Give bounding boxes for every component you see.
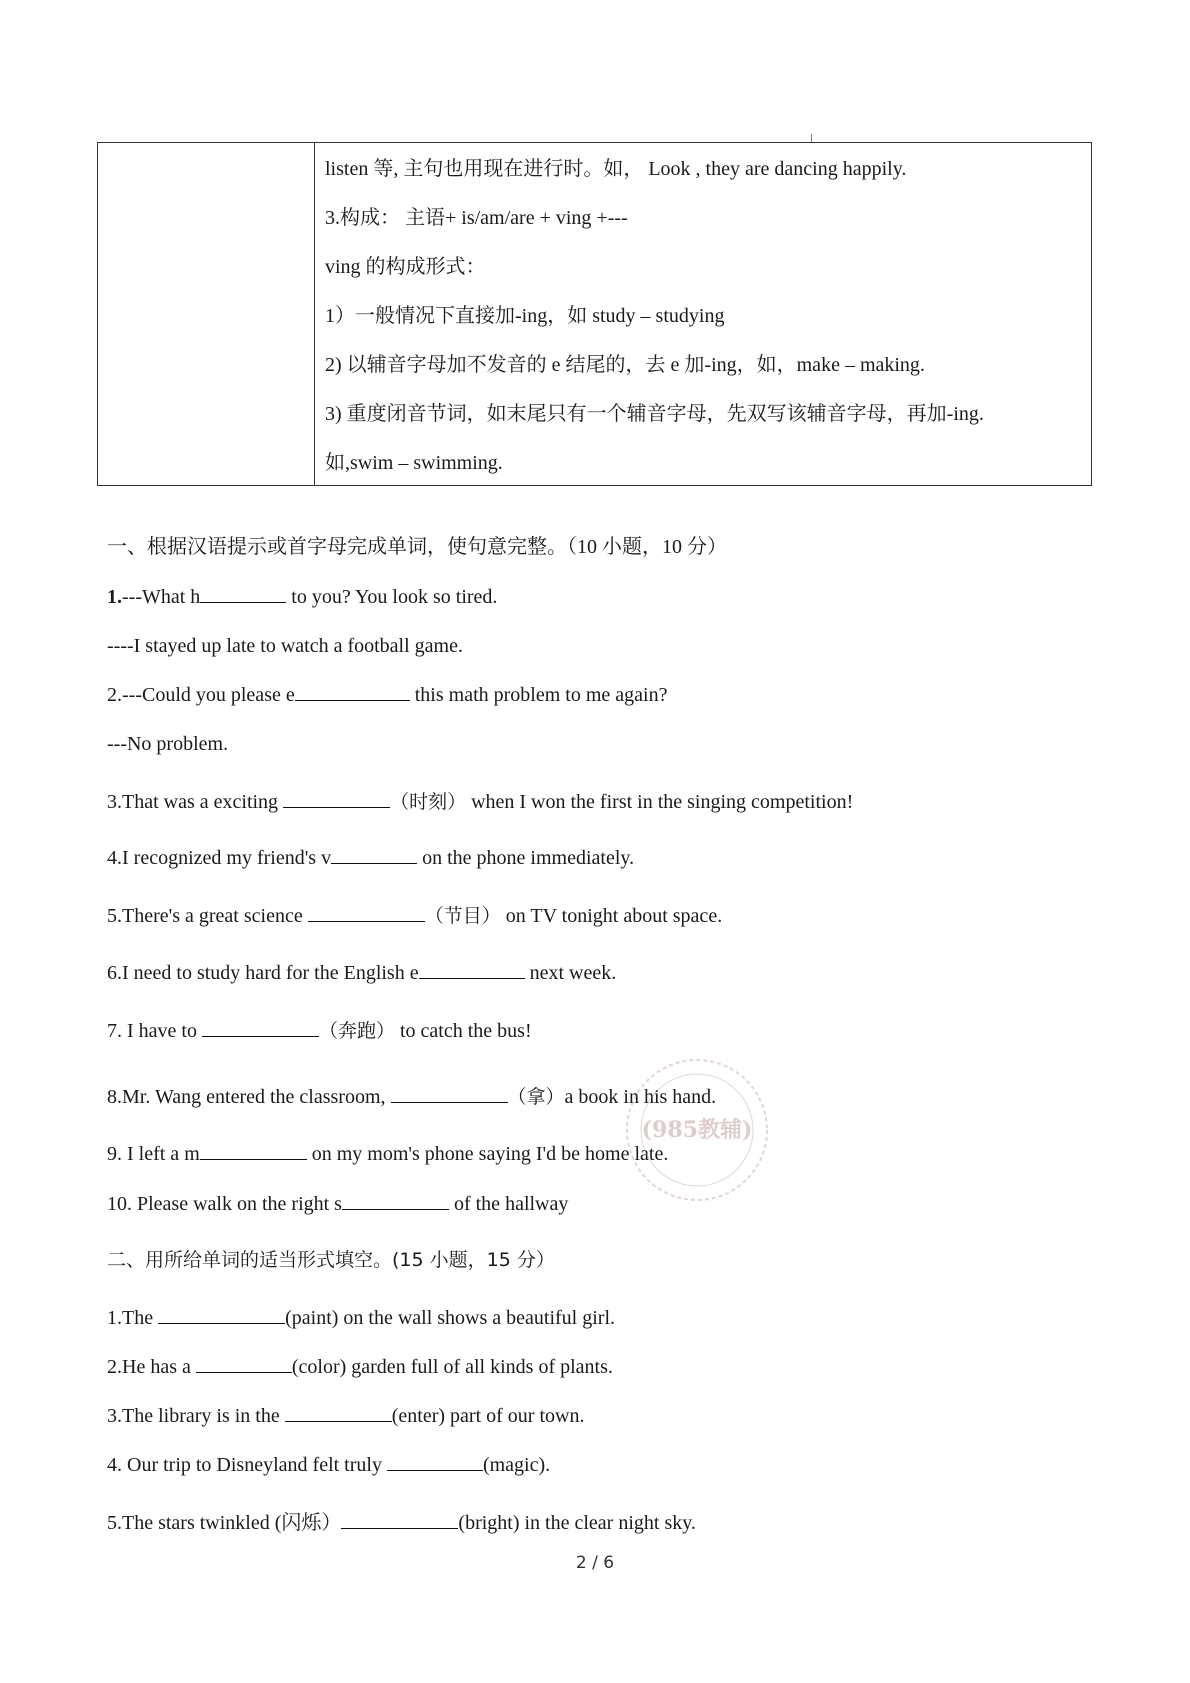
answer-blank[interactable] — [196, 1354, 292, 1373]
grammar-table — [97, 142, 1092, 486]
question-1-6: 6.I need to study hard for the English e next week. — [107, 962, 617, 984]
answer-blank[interactable] — [283, 789, 390, 808]
answer-blank[interactable] — [285, 1403, 392, 1422]
grammar-line: 3) 重度闭音节词，如末尾只有一个辅音字母，先双写该辅音字母，再加-ing. — [325, 403, 984, 425]
page-number: 2 / 6 — [575, 1553, 615, 1573]
answer-blank[interactable] — [295, 682, 410, 701]
question-2-4: 4. Our trip to Disneyland felt truly (magic). — [107, 1454, 551, 1476]
grammar-line: 2) 以辅音字母加不发音的 e 结尾的，去 e 加-ing，如，make – making. — [325, 354, 925, 376]
question-1-4: 4.I recognized my friend's v on the phone immediately. — [107, 847, 635, 869]
answer-blank[interactable] — [387, 1452, 483, 1471]
section-2-title: 二、用所给单词的适当形式填空。(15 小题，15 分） — [107, 1249, 555, 1271]
grammar-line: 1）一般情况下直接加-ing，如 study – studying — [325, 305, 725, 327]
grammar-line: 如,swim – swimming. — [325, 452, 503, 474]
question-2-2: 2.He has a (color) garden full of all kinds of plants. — [107, 1356, 613, 1378]
watermark-stamp-icon — [622, 1055, 772, 1205]
answer-blank[interactable] — [200, 584, 286, 603]
question-1-1a: 1.---What h to you? You look so tired. — [107, 586, 498, 608]
answer-blank[interactable] — [202, 1018, 319, 1037]
grammar-line: ving 的构成形式： — [325, 256, 486, 278]
question-1-5: 5.There's a great science （节目） on TV tonight about space. — [107, 905, 723, 927]
answer-blank[interactable] — [308, 903, 425, 922]
question-1-1b: ----I stayed up late to watch a football game. — [107, 635, 463, 657]
question-1-2a: 2.---Could you please e this math problem to me again? — [107, 684, 668, 706]
question-1-10: 10. Please walk on the right s of the hallway — [107, 1193, 569, 1215]
question-2-5: 5.The stars twinkled (闪烁） (bright) in the clear night sky. — [107, 1512, 696, 1534]
answer-blank[interactable] — [200, 1141, 307, 1160]
answer-blank[interactable] — [419, 960, 525, 979]
question-1-3: 3.That was a exciting （时刻） when I won the first in the singing competition! — [107, 791, 854, 813]
section-1-title: 一、根据汉语提示或首字母完成单词，使句意完整。（10 小题，10 分） — [107, 536, 727, 558]
answer-blank[interactable] — [158, 1305, 285, 1324]
question-2-3: 3.The library is in the (enter) part of our town. — [107, 1405, 585, 1427]
question-1-8: 8.Mr. Wang entered the classroom, （拿）a book in his hand. — [107, 1086, 717, 1108]
question-1-7: 7. I have to （奔跑） to catch the bus! — [107, 1020, 532, 1042]
answer-blank[interactable] — [342, 1191, 449, 1210]
grammar-line: listen 等, 主句也用现在进行时。如， Look , they are dancing happily. — [325, 158, 907, 180]
grammar-table-right-cell — [316, 143, 1091, 485]
question-1-2b: ---No problem. — [107, 733, 229, 755]
answer-blank[interactable] — [331, 845, 417, 864]
answer-blank[interactable] — [391, 1084, 508, 1103]
question-2-1: 1.The (paint) on the wall shows a beautiful girl. — [107, 1307, 616, 1329]
question-1-9: 9. I left a m on my mom's phone saying I'd be home late. — [107, 1143, 669, 1165]
grammar-line: 3.构成： 主语+ is/am/are + ving +--- — [325, 207, 628, 229]
svg-text:(985教辅): (985教辅) — [641, 1117, 753, 1143]
grammar-table-left-cell — [98, 143, 315, 485]
header-tick-mark — [811, 134, 812, 142]
answer-blank[interactable] — [341, 1510, 458, 1529]
